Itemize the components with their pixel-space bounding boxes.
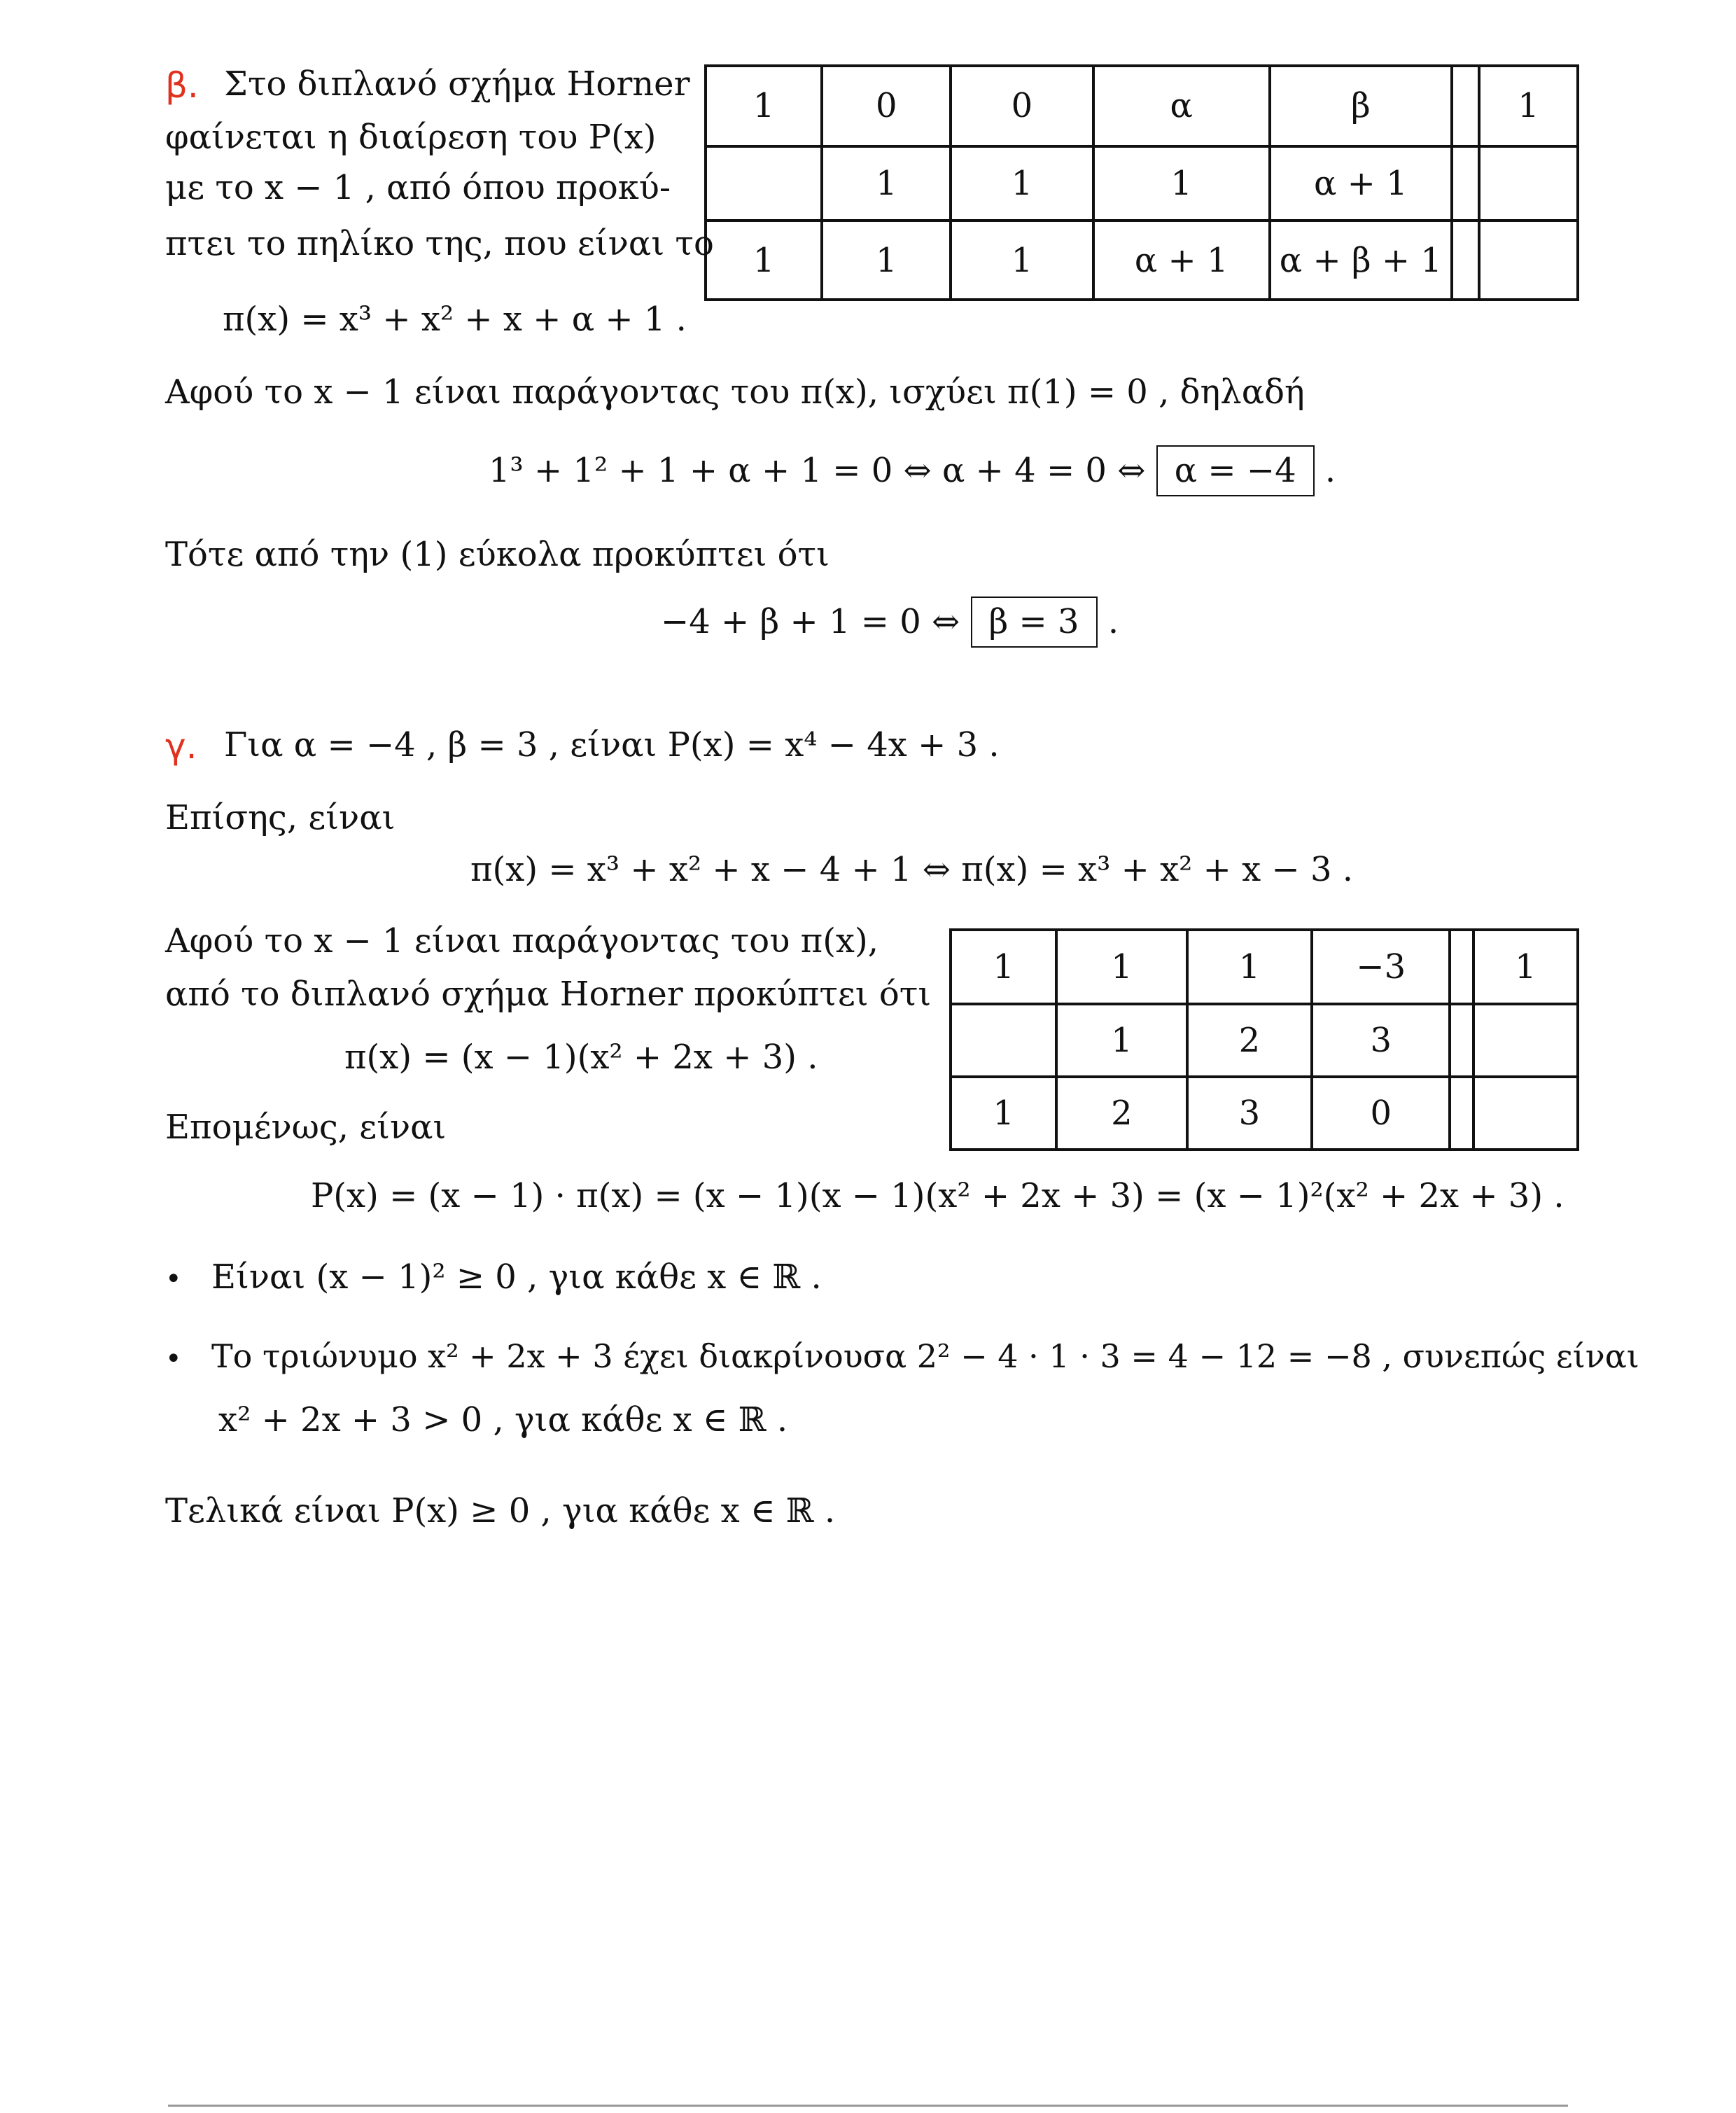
horner2-separator — [1450, 1004, 1473, 1077]
horner1-cell: 1 — [706, 66, 822, 146]
alpha-result-box: α = −4 — [1156, 445, 1315, 496]
horner2-cell: 0 — [1312, 1077, 1450, 1150]
horner1-root: 1 — [1479, 66, 1578, 146]
horner2-separator — [1450, 1077, 1473, 1150]
factor-equation: π(x) = (x − 1)(x² + 2x + 3) . — [344, 1038, 818, 1077]
horner1-cell: 1 — [822, 146, 951, 221]
alpha-equation-period: . — [1324, 451, 1336, 490]
part-b-line4: πτει το πηλίκο της, που είναι το — [165, 224, 714, 263]
horner1-cell: 1 — [706, 221, 822, 300]
part-c-line5: Επομένως, είναι — [165, 1108, 447, 1147]
part-b-line1: Στο διπλανό σχήμα Horner — [224, 64, 690, 104]
horner2-cell — [1474, 1004, 1578, 1077]
horner2-separator — [1450, 930, 1473, 1004]
horner1-cell: 1 — [1093, 146, 1270, 221]
beta-equation — [661, 597, 1119, 648]
part-b-line3: με το x − 1 , από όπου προκύ- — [165, 168, 671, 207]
horner-table-2 — [949, 928, 1579, 1151]
part-c-line2: Επίσης, είναι — [165, 798, 396, 837]
bullet-2-text-line1: Το τριώνυμο x² + 2x + 3 έχει διακρίνουσα 2² − 4 · 1 · 3 = 4 − 12 = −8 , συνεπώς είναι — [211, 1337, 1639, 1375]
horner2-cell: 3 — [1187, 1077, 1312, 1150]
horner1-cell — [706, 146, 822, 221]
horner1-cell: α + β + 1 — [1270, 221, 1452, 300]
horner2-cell: 1 — [951, 1077, 1056, 1150]
horner2-cell: 1 — [951, 930, 1056, 1004]
horner1-separator — [1452, 66, 1479, 146]
beta-equation-lhs: −4 + β + 1 = 0 ⇔ — [661, 602, 960, 641]
horner2-cell: 2 — [1056, 1077, 1186, 1150]
horner2-root: 1 — [1474, 930, 1578, 1004]
part-b-line2: φαίνεται η διαίρεση του P(x) — [165, 118, 657, 157]
horner1-cell: α + 1 — [1093, 221, 1270, 300]
footer-rule — [168, 2105, 1568, 2107]
then-statement: Τότε από την (1) εύκολα προκύπτει ότι — [165, 535, 830, 574]
part-b-label: β. — [165, 65, 199, 106]
P-equation: P(x) = (x − 1) · π(x) = (x − 1)(x − 1)(x² + 2x + 3) = (x − 1)²(x² + 2x + 3) . — [311, 1176, 1564, 1215]
horner1-cell: 1 — [951, 221, 1093, 300]
beta-equation-period: . — [1107, 602, 1119, 641]
horner2-cell: 1 — [1187, 930, 1312, 1004]
horner2-cell: 1 — [1056, 930, 1186, 1004]
bullet-1-text: Είναι (x − 1)² ≥ 0 , για κάθε x ∈ ℝ . — [211, 1257, 822, 1297]
horner-table-1 — [704, 64, 1579, 301]
horner1-cell — [1479, 221, 1578, 300]
horner2-cell: 1 — [1056, 1004, 1186, 1077]
final-conclusion: Τελικά είναι P(x) ≥ 0 , για κάθε x ∈ ℝ . — [165, 1491, 836, 1530]
horner1-cell: β — [1270, 66, 1452, 146]
horner2-cell — [1474, 1077, 1578, 1150]
horner2-cell: −3 — [1312, 930, 1450, 1004]
horner2-cell — [951, 1004, 1056, 1077]
bullet-2-text-line2: x² + 2x + 3 > 0 , για κάθε x ∈ ℝ . — [218, 1400, 788, 1439]
horner1-separator — [1452, 221, 1479, 300]
horner1-cell: 1 — [951, 146, 1093, 221]
horner1-cell: α + 1 — [1270, 146, 1452, 221]
factor-statement: Αφού το x − 1 είναι παράγοντας του π(x), ισχύει π(1) = 0 , δηλαδή — [165, 372, 1305, 412]
bullet-icon: • — [165, 1343, 182, 1375]
alpha-equation-lhs: 1³ + 1² + 1 + α + 1 = 0 ⇔ α + 4 = 0 ⇔ — [489, 451, 1146, 490]
bullet-1 — [165, 1257, 182, 1298]
bullet-2 — [165, 1337, 182, 1378]
pi-equation: π(x) = x³ + x² + x − 4 + 1 ⇔ π(x) = x³ + x² + x − 3 . — [470, 850, 1354, 889]
quotient-formula: π(x) = x³ + x² + x + α + 1 . — [223, 300, 687, 339]
horner1-separator — [1452, 146, 1479, 221]
horner1-cell: 0 — [822, 66, 951, 146]
part-c-line4: από το διπλανό σχήμα Horner προκύπτει ότι — [165, 975, 932, 1014]
horner2-cell: 3 — [1312, 1004, 1450, 1077]
part-c-label: γ. — [165, 726, 197, 767]
bullet-icon: • — [165, 1263, 182, 1295]
horner1-cell: α — [1093, 66, 1270, 146]
horner1-cell: 0 — [951, 66, 1093, 146]
horner1-cell: 1 — [822, 221, 951, 300]
alpha-equation — [489, 445, 1336, 496]
part-c-line3: Αφού το x − 1 είναι παράγοντας του π(x), — [165, 921, 878, 961]
part-c-line1: Για α = −4 , β = 3 , είναι P(x) = x⁴ − 4x + 3 . — [224, 725, 1000, 765]
horner2-cell: 2 — [1187, 1004, 1312, 1077]
beta-result-box: β = 3 — [971, 597, 1098, 648]
horner1-cell — [1479, 146, 1578, 221]
